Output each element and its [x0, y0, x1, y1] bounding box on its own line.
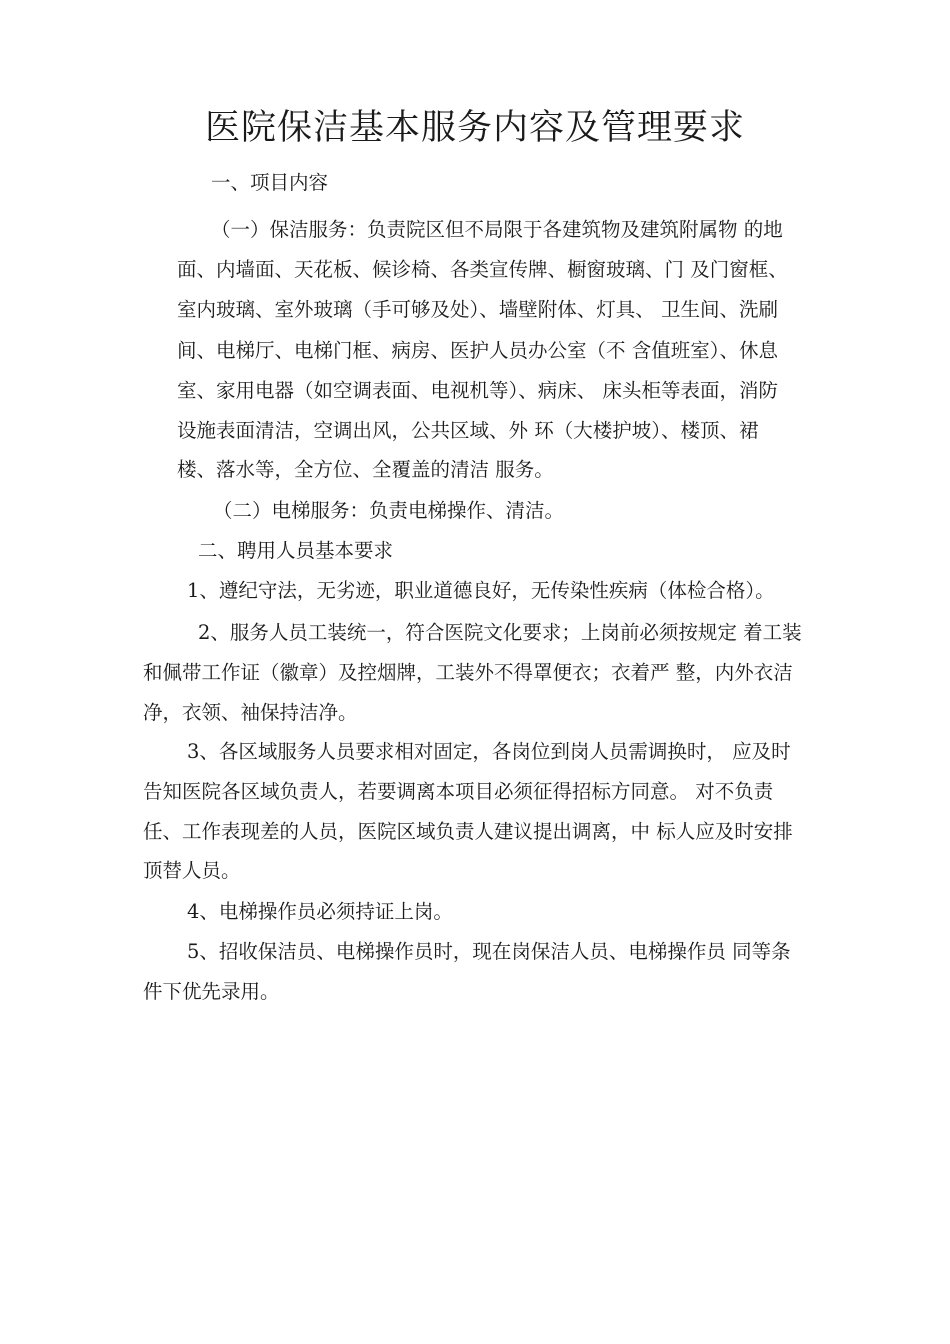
paragraph-line: 2、服务人员工装统一，符合医院文化要求；上岗前必须按规定 着工装 [198, 621, 802, 644]
paragraph-line: 5、招收保洁员、电梯操作员时，现在岗保洁人员、电梯操作员 同等条 [187, 940, 791, 963]
paragraph-line: 面、内墙面、天花板、候诊椅、各类宣传牌、橱窗玻璃、门 及门窗框、 [177, 258, 788, 281]
paragraph-line: 3、各区域服务人员要求相对固定，各岗位到岗人员需调换时， 应及时 [187, 740, 791, 763]
paragraph-line: 顶替人员。 [143, 859, 241, 882]
paragraph-line: 室内玻璃、室外玻璃（手可够及处）、墙壁附体、灯具、 卫生间、洗刷 [177, 298, 778, 321]
paragraph-line: 间、电梯厅、电梯门框、病房、医护人员办公室（不 含值班室）、休息 [177, 339, 778, 362]
paragraph-line: 告知医院各区域负责人，若要调离本项目必须征得招标方同意。 对不负责 [143, 780, 774, 803]
paragraph-line: （二）电梯服务：负责电梯操作、清洁。 [213, 499, 565, 522]
section-heading: 一、项目内容 [211, 171, 329, 194]
paragraph-line: 和佩带工作证（徽章）及控烟牌，工装外不得罩便衣；衣着严 整，内外衣洁 [143, 661, 793, 684]
paragraph-line: 净，衣领、袖保持洁净。 [143, 701, 358, 724]
paragraph-line: （一）保洁服务：负责院区但不局限于各建筑物及建筑附属物 的地 [211, 218, 783, 241]
paragraph-line: 任、工作表现差的人员，医院区域负责人建议提出调离，中 标人应及时安排 [143, 820, 793, 843]
paragraph-line: 设施表面清洁，空调出风，公共区域、外 环（大楼护坡）、楼顶、裙 [177, 419, 759, 442]
paragraph-line: 1、遵纪守法，无劣迹，职业道德良好，无传染性疾病（体检合格）。 [187, 579, 775, 602]
paragraph-line: 件下优先录用。 [143, 980, 280, 1003]
paragraph-line: 4、电梯操作员必须持证上岗。 [187, 900, 453, 923]
section-heading: 二、聘用人员基本要求 [198, 539, 394, 562]
document-title: 医院保洁基本服务内容及管理要求 [204, 108, 745, 148]
paragraph-line: 室、家用电器（如空调表面、电视机等）、病床、 床头柜等表面，消防 [177, 379, 778, 402]
paragraph-line: 楼、落水等，全方位、全覆盖的清洁 服务。 [177, 458, 554, 481]
